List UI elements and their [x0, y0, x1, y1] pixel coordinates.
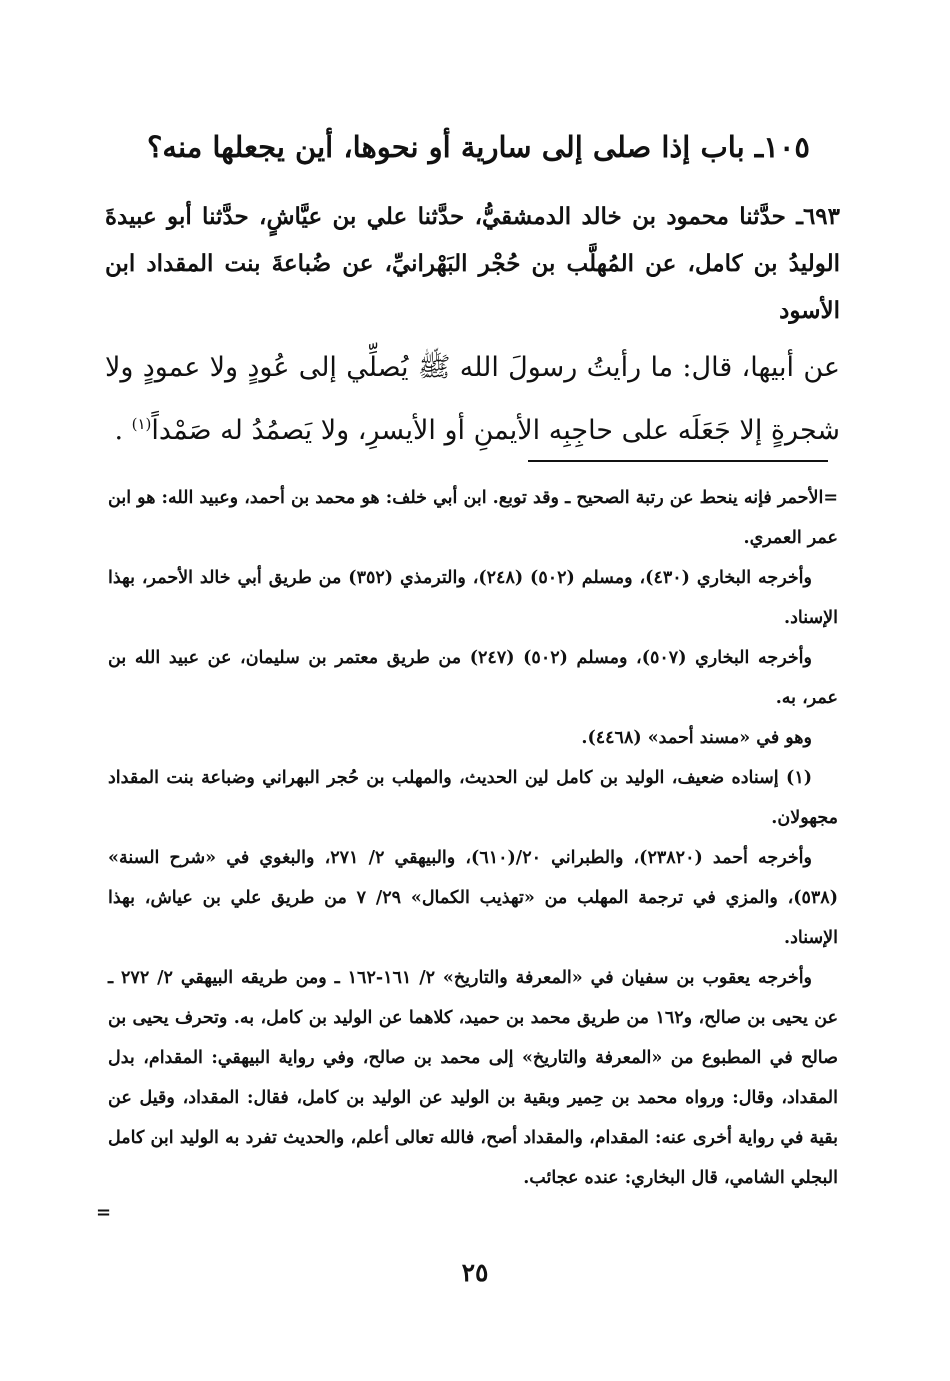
hadith-matn: عن أبيها، قال: ما رأيتُ رسولَ الله ﷺ يُصلِّي إلى عُودٍ ولا عمودٍ ولا شجرةٍ إلا جَعَلَه على حاجِبِه الأيمنِ أو الأيسرِ، ولا يَصمُدُ له صَمْداً: [105, 352, 840, 446]
hadith-matn-block: عن أبيها، قال: ما رأيتُ رسولَ الله ﷺ يُصلِّي إلى عُودٍ ولا عمودٍ ولا شجرةٍ إلا جَعَلَه على حاجِبِه الأيمنِ أو الأيسرِ، ولا يَصمُدُ له صَمْداً$^{(١)}$ .: [105, 352, 840, 446]
footnotes: [108, 478, 838, 1198]
footnote-paragraph: (١) إسناده ضعيف، الوليد بن كامل لين الحديث، والمهلب بن حُجر البهراني وضباعة بنت المقداد مجهولان.: [108, 768, 838, 828]
page-number: ٢٥: [461, 1258, 489, 1287]
chapter-title: ١٠٥ـ باب إذا صلى إلى سارية أو نحوها، أين يجعلها منه؟: [147, 130, 810, 164]
footnote-paragraph: وأخرجه البخاري (٤٣٠)، ومسلم (٥٠٢) (٢٤٨)، والترمذي (٣٥٢) من طريق أبي خالد الأحمر، بهذا الإسناد.: [108, 568, 838, 628]
footnote-divider: [528, 460, 828, 462]
footnote-paragraph: =الأحمر فإنه ينحط عن رتبة الصحيح ـ وقد توبع. ابن أبي خلف: هو محمد بن أحمد، وعبيد الله: هو ابن عمر العمري.: [108, 488, 838, 548]
footnote-paragraph: وأخرجه أحمد (٢٣٨٢٠)، والطبراني ٢٠/(٦١٠)، والبيهقي ٢/ ٢٧١، والبغوي في «شرح السنة» (٥٣٨)، والمزي في ترجمة المهلب من «تهذيب الكمال» ٢٩/ ٧ من طريق علي بن عياش، بهذا الإسناد.: [108, 848, 838, 948]
footnote-paragraph: وهو في «مسند أحمد» (٤٤٦٨).: [581, 728, 812, 748]
hadith-isnad: ٦٩٣ـ حدَّثنا محمود بن خالد الدمشقيُّ، حدَّثنا علي بن عيَّاشٍ، حدَّثنا أبو عبيدةَ الوليدُ بن كامل، عن المُهلَّب بن حُجْر البَهْرانيِّ، عن ضُباعةَ بنت المقداد ابن الأسود: [105, 203, 840, 324]
footnote-paragraph: وأخرجه يعقوب بن سفيان في «المعرفة والتاريخ» ٢/ ١٦١-١٦٢ ـ ومن طريقه البيهقي ٢/ ٢٧٢ ـ عن يحيى بن صالح، و١٦٢ من طريق محمد بن حميد، كلاهما عن الوليد بن كامل، به. وتحرف يحيى بن صالح في المطبوع من «المعرفة والتاريخ» إلى محمد بن صالح، وفي رواية البيهقي: المقدام، بدل المقداد، وقال: ورواه محمد بن حِمير وبقية بن الوليد عن الوليد بن كامل، فقال: المقداد، وقيل عن بقية في رواية أخرى عنه: المقدام، والمقداد أصح، فالله تعالى أعلم، والحديث تفرد به الوليد ابن كامل البجلي الشامي، قال البخاري: عنده عجائب.: [108, 968, 839, 1188]
footnote-reference: (١): [131, 415, 152, 433]
continuation-mark: =: [96, 1202, 112, 1223]
footnote-paragraph: وأخرجه البخاري (٥٠٧)، ومسلم (٥٠٢) (٢٤٧) من طريق معتمر بن سليمان، عن عبيد الله بن عمر، به.: [108, 648, 838, 708]
